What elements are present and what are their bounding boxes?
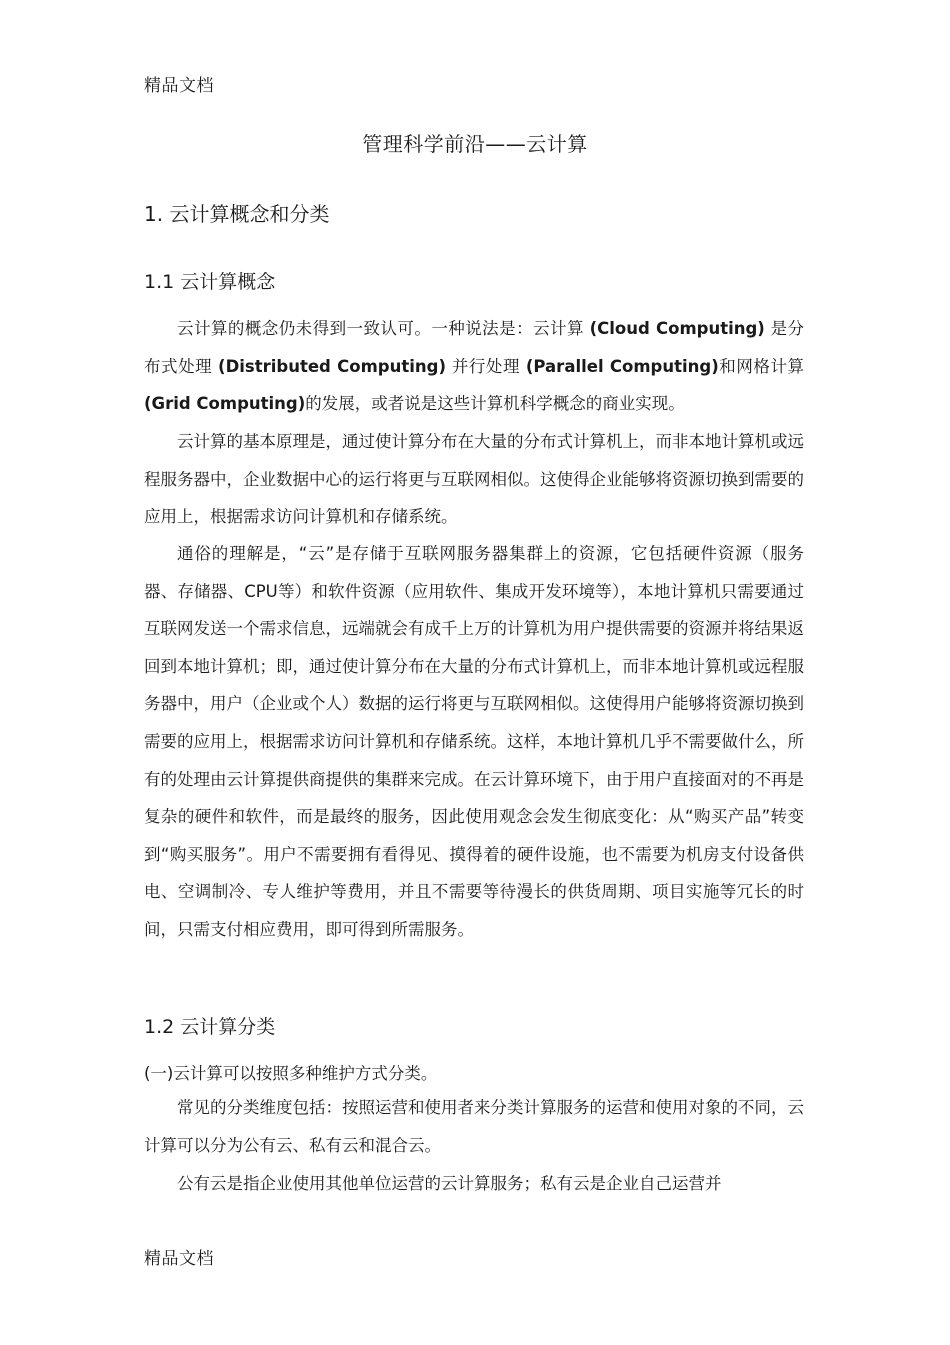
english-term: (Distributed Computing) bbox=[218, 356, 447, 376]
subsection-heading-1-2: 1.2 云计算分类 bbox=[144, 1016, 276, 1038]
paragraph-popular-understanding: 通俗的理解是，“云”是存储于互联网服务器集群上的资源，它包括硬件资源（服务器、存储器、CPU等）和软件资源（应用软件、集成开发环境等），本地计算机只需要通过互联网发送一个需求信息，远端就会有成千上万的计算机为用户提供需要的资源并将结果返回到本地计算机；即，通过使计算分布在大量的分布式计算机上，而非本地计算机或远程服务器中，用户（企业或个人）数据的运行将更与互联网相似。这使得用户能够将资源切换到需要的应用上，根据需求访问计算机和存储系统。这样，本地计算机几乎不需要做什么，所有的处理由云计算提供商提供的集群来完成。在云计算环境下，由于用户直接面对的不再是复杂的硬件和软件，而是最终的服务，因此使用观念会发生彻底变化：从“购买产品”转变到“购买服务”。用户不需要拥有看得见、摸得着的硬件设施，也不需要为机房支付设备供电、空调制冷、专人维护等费用，并且不需要等待漫长的供货周期、项目实施等冗长的时间，只需支付相应费用，即可得到所需服务。 bbox=[144, 544, 804, 939]
paragraph-text: 和网格计算 bbox=[718, 356, 805, 376]
section-heading-1: 1. 云计算概念和分类 bbox=[144, 202, 330, 226]
english-term: (Cloud Computing) bbox=[589, 319, 765, 338]
paragraph-text: 是分布式处理 bbox=[144, 319, 805, 376]
paragraph-public-private-cloud: 公有云是指企业使用其他单位运营的云计算服务；私有云是企业自己运营并 bbox=[177, 1174, 722, 1193]
page-footer-label: 精品文档 bbox=[144, 1249, 214, 1269]
paragraph-text: 并行处理 bbox=[451, 356, 521, 376]
page-header-label: 精品文档 bbox=[144, 76, 214, 96]
paragraph-classification-dimensions: 常见的分类维度包括：按照运营和使用者来分类计算服务的运营和使用对象的不同，云计算可以分为公有云、私有云和混合云。 bbox=[144, 1098, 804, 1155]
paragraph-text: 云计算的概念仍未得到一致认可。一种说法是：云计算 bbox=[177, 319, 584, 338]
english-term: (Parallel Computing) bbox=[525, 356, 719, 376]
subsection-heading-1-1: 1.1 云计算概念 bbox=[144, 271, 276, 293]
paragraph-text: 的发展，或者说是这些计算机科学概念的商业实现。 bbox=[305, 394, 685, 414]
document-title: 管理科学前沿——云计算 bbox=[362, 132, 588, 156]
english-term: (Grid Computing) bbox=[144, 394, 306, 414]
paragraph-basic-principle: 云计算的基本原理是，通过使计算分布在大量的分布式计算机上，而非本地计算机或远程服务器中，企业数据中心的运行将更与互联网相似。这使得企业能够将资源切换到需要的应用上，根据需求访问计算机和存储系统。 bbox=[144, 432, 804, 527]
paragraph-cloud-definition bbox=[144, 310, 804, 423]
classification-subheading: (一)云计算可以按照多种维护方式分类。 bbox=[144, 1064, 438, 1083]
